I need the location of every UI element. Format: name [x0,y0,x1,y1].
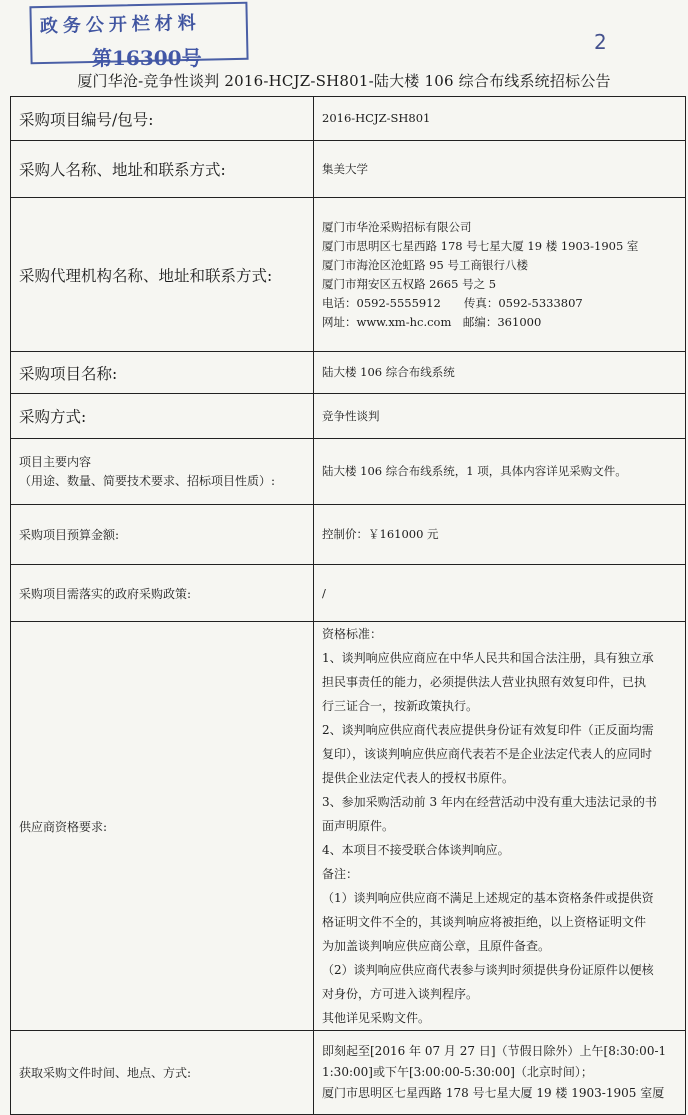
announcement-table [10,96,686,1115]
obtain-line: 厦门市思明区七星西路 178 号七星大厦 19 楼 1903-1905 室厦 [322,1086,665,1100]
page-title: 厦门华沧-竞争性谈判 2016-HCJZ-SH801-陆大楼 106 综合布线系统招标公告 [77,72,611,90]
qual-line: 其他详见采购文件。 [322,1011,431,1025]
value-qualification [314,622,686,1031]
qual-line: 复印），该谈判响应供应商代表若不是企业法定代表人的应同时 [322,747,653,761]
agency-line: 网址：www.xm-hc.com 邮编：361000 [322,314,542,329]
row-budget [11,505,686,565]
qual-line: （1）谈判响应供应商不满足上述规定的基本资格条件或提供资 [322,891,654,905]
obtain-line: 即刻起至[2016 年 07 月 27 日]（节假日除外）上午[8:30:00-1 [322,1044,667,1058]
row-method [11,394,686,439]
label-budget: 采购项目预算金额: [11,505,314,565]
label-content-line1: 项目主要内容 [19,454,92,469]
qual-line: 担民事责任的能力，必须提供法人营业执照有效复印件，已执 [322,675,647,689]
value-obtain [314,1031,686,1115]
label-project-name: 采购项目名称: [11,352,314,394]
qual-line: 1、谈判响应供应商应在中华人民共和国合法注册，具有独立承 [322,651,654,665]
agency-line: 厦门市华沧采购招标有限公司 [322,219,472,234]
row-purchaser [11,141,686,198]
obtain-line: 1:30:00]或下午[3:00:00-5:30:00]（北京时间）； [322,1065,593,1079]
agency-line: 厦门市思明区七星西路 178 号七星大厦 19 楼 1903-1905 室 [322,238,639,253]
label-purchaser: 采购人名称、地址和联系方式: [11,141,314,198]
handwritten-mark: 2 [594,30,607,54]
label-content-line2: （用途、数量、简要技术要求、招标项目性质）: [19,473,276,488]
row-agency [11,198,686,352]
label-content [11,439,314,505]
qual-line: 资格标准： [322,627,383,641]
row-project-name [11,352,686,394]
value-agency [314,198,686,352]
row-policy [11,565,686,622]
row-obtain [11,1031,686,1115]
qual-line: 面声明原件。 [322,819,395,833]
qual-line: 4、本项目不接受联合体谈判响应。 [322,843,510,857]
row-content [11,439,686,505]
value-budget: 控制价：￥161000 元 [314,505,686,565]
label-policy: 采购项目需落实的政府采购政策: [11,565,314,622]
label-project-no: 采购项目编号/包号: [11,97,314,141]
label-qualification: 供应商资格要求: [11,622,314,1031]
agency-line: 厦门市海沧区沧虹路 95 号工商银行八楼 [322,257,528,272]
row-project-no [11,97,686,141]
value-project-no: 2016-HCJZ-SH801 [314,97,686,141]
qual-line: 为加盖谈判响应供应商公章，且原件备查。 [322,939,551,953]
qual-line: 对身份，方可进入谈判程序。 [322,987,479,1001]
qual-line: 格证明文件不全的，其谈判响应将被拒绝，以上资格证明文件 [322,915,647,929]
qual-line: （2）谈判响应供应商代表参与谈判时须提供身份证原件以便核 [322,963,654,977]
value-content: 陆大楼 106 综合布线系统，1 项，具体内容详见采购文件。 [314,439,686,505]
qual-line: 提供企业法定代表人的授权书原件。 [322,771,515,785]
value-method: 竞争性谈判 [314,394,686,439]
row-qualification [11,622,686,1031]
stamp-number: 第16300号 [92,46,202,70]
qual-line: 3、参加采购活动前 3 年内在经营活动中没有重大违法记录的书 [322,795,657,809]
label-obtain: 获取采购文件时间、地点、方式: [11,1031,314,1115]
qual-line: 备注： [322,867,359,881]
qual-line: 行三证合一，按新政策执行。 [322,699,479,713]
value-policy: / [314,565,686,622]
label-method: 采购方式: [11,394,314,439]
value-purchaser: 集美大学 [314,141,686,198]
label-agency: 采购代理机构名称、地址和联系方式: [11,198,314,352]
stamp-text: 政务公开栏材料 [39,12,202,38]
agency-line: 厦门市翔安区五权路 2665 号之 5 [322,276,497,291]
qual-line: 2、谈判响应供应商代表应提供身份证有效复印件（正反面均需 [322,723,654,737]
agency-line: 电话：0592-5555912 传真：0592-5333807 [322,295,583,310]
value-project-name: 陆大楼 106 综合布线系统 [314,352,686,394]
